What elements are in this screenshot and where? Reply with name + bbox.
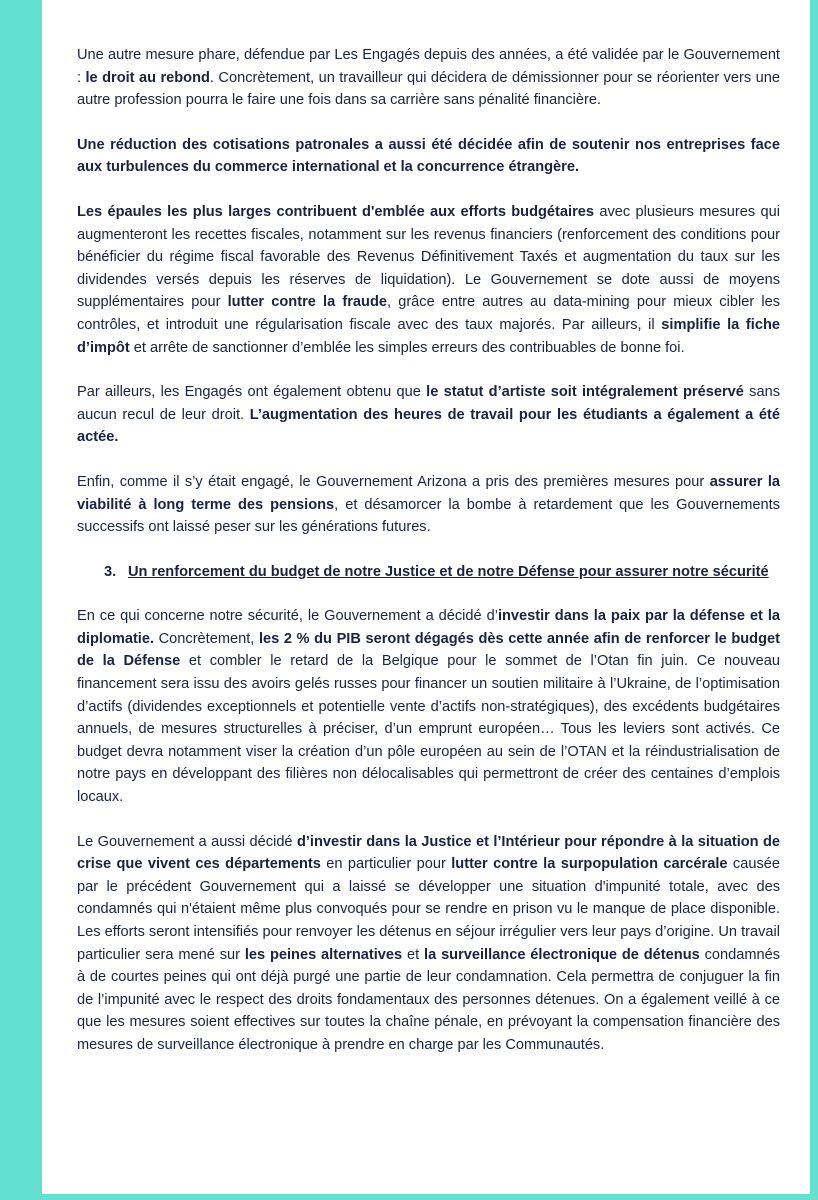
bold-text: la surveillance électronique de détenus <box>424 946 700 963</box>
text-run: , grâce entre autres au data-mining pour mieux cibler les contrôles, et introduit une régularisation fiscale avec des taux majorés. Par ailleurs, il <box>77 294 780 333</box>
text-run: avec plusieurs mesures qui augmenteront les recettes fiscales, notamment sur les revenus financiers (renforcement des conditions pour bénéficier du régime fiscal favorable des Revenus Définitivement Taxés et augmentation du taux sur les dividendes versés depuis les réserves de liquidation). Le Gouvernement se dote aussi de moyens supplémentaires pour <box>77 203 780 311</box>
text-run: condamnés à de courtes peines qui ont déjà purgé une partie de leur condamnation. Cela permettra de conjuguer la fin de l’impunité avec le respect des droits fondamentaux des personnes détenues. On a également veillé à ce que les mesures soient effectives sur toutes la chaîne pénale, en prévoyant la compensation financière des mesures de surveillance électronique à prendre en charge par les Communautés. <box>77 946 781 1053</box>
section-number: 3. <box>104 563 117 580</box>
left-accent-bar <box>0 0 42 1200</box>
paragraph <box>77 471 780 539</box>
bold-text: simplifie la fiche d’impôt <box>77 316 780 356</box>
text-run: et arrête de sanctionner d’emblée les simples erreurs des contribuables de bonne foi. <box>129 339 685 356</box>
text-run: et combler le retard de la Belgique pour le sommet de l’Otan fin juin. Ce nouveau financement sera issu des avoirs gelés russes pour financer un soutien militaire à l’Ukraine, de l’optimisation d’actifs (dividendes exceptionnels et potentielle vente d’actifs non-stratégiques), des excédents budgétaires annuels, de mesures structurelles à préciser, d’un emprunt européen… Tous les leviers sont activés. Ce budget devra notamment viser la création d’un pôle européen au sein de l’OTAN et la réindustrialisation de notre pays en développant des filières non délocalisables qui permettront de créer des centaines d’emplois locaux. <box>77 653 780 806</box>
paragraph <box>77 201 780 359</box>
paragraph <box>77 134 780 179</box>
bold-text: les 2 % du PIB seront dégagés dès cette année afin de renforcer le budget de la Défense <box>77 630 780 670</box>
bold-text: Les épaules les plus larges contribuent d'emblée aux efforts budgétaires <box>77 203 594 220</box>
bold-text: les peines alternatives <box>244 946 403 963</box>
text-run: en particulier pour <box>320 856 452 873</box>
text-run: sans aucun recul de leur droit. <box>77 384 780 423</box>
right-accent-bar <box>810 0 818 1200</box>
paragraph-group-2 <box>77 605 780 1056</box>
text-run: Le Gouvernement a aussi décidé <box>77 833 297 850</box>
bold-text: le statut d’artiste soit intégralement préservé <box>426 384 744 401</box>
text-run: , et désamorcer la bombe à retardement que les Gouvernements successifs ont laissé peser sur les générations futures. <box>77 496 780 536</box>
text-run: et <box>402 946 425 963</box>
bold-text: lutter contre la surpopulation carcérale <box>451 856 728 873</box>
bold-text: lutter contre la fraude <box>227 294 387 311</box>
document-page <box>42 0 810 1194</box>
paragraph <box>77 44 780 112</box>
bold-text: L’augmentation des heures de travail pour les étudiants a également a été actée. <box>77 406 780 446</box>
text-run: Concrètement, <box>154 630 259 647</box>
bold-text: assurer la viabilité à long terme des pensions <box>77 473 781 513</box>
text-run: En ce qui concerne notre sécurité, le Gouvernement a décidé d’ <box>77 608 498 625</box>
bold-text: Une réduction des cotisations patronales a aussi été décidée afin de soutenir nos entreprises face aux turbulences du commerce international et la concurrence étrangère. <box>77 136 780 176</box>
text-run: . Concrètement, un travailleur qui décidera de démissionner pour se réorienter vers une autre profession pourra le faire une fois dans sa carrière sans pénalité financière. <box>77 69 780 109</box>
bottom-accent-bar <box>0 1194 818 1200</box>
paragraph <box>77 381 780 449</box>
paragraph <box>77 605 780 808</box>
section-title: Un renforcement du budget de notre Justice et de notre Défense pour assurer notre sécurité <box>128 563 769 580</box>
section-heading <box>77 561 780 584</box>
bold-text: le droit au rebond <box>85 69 210 86</box>
text-run: causée par le précédent Gouvernement qui a laissé se développer une situation d'impunité totale, avec des condamnés qui n'étaient même plus convoqués pour se rendre en prison vu le manque de place disponible. Les efforts seront intensifiés pour renvoyer les détenus en séjour irrégulier vers leur pays d’origine. Un travail particulier sera mené sur <box>77 856 781 963</box>
paragraph-group-1 <box>77 44 780 539</box>
text-run: Par ailleurs, les Engagés ont également obtenu que <box>77 384 427 401</box>
text-run: Enfin, comme il s’y était engagé, le Gouvernement Arizona a pris des premières mesures pour <box>77 473 710 490</box>
text-run: Une autre mesure phare, défendue par Les Engagés depuis des années, a été validée par le Gouvernement : <box>77 47 780 86</box>
paragraph <box>77 831 780 1057</box>
bold-text: investir dans la paix par la défense et la diplomatie. <box>77 608 780 647</box>
bold-text: d’investir dans la Justice et l’Intérieur pour répondre à la situation de crise que vivent ces départements <box>77 833 781 873</box>
document-body <box>77 44 780 1079</box>
